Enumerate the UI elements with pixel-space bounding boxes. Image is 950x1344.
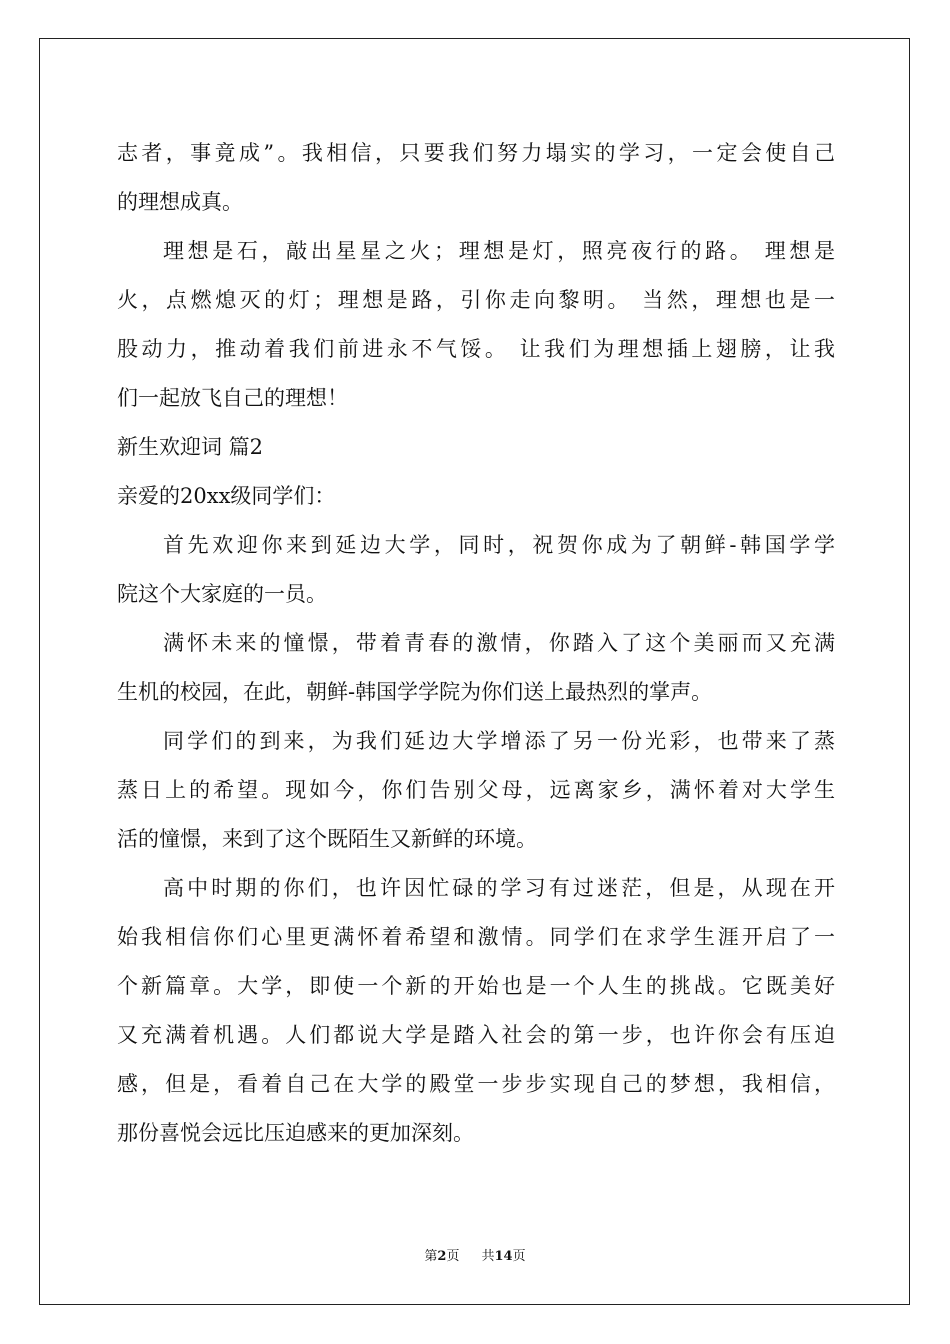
text-line: 同学们的到来，为我们延边大学增添了另一份光彩，也带来了蒸 bbox=[163, 729, 835, 753]
text-line: 又充满着机遇。人们都说大学是踏入社会的第一步，也许你会有压迫 bbox=[117, 1023, 835, 1047]
total-prefix: 共 bbox=[481, 1249, 495, 1264]
text-line: 院这个大家庭的一员。 bbox=[117, 582, 327, 606]
text-line: 火，点燃熄灭的灯；理想是路，引你走向黎明。 当然，理想也是一 bbox=[117, 288, 835, 312]
text-line: 感，但是，看着自己在大学的殿堂一步步实现自己的梦想，我相信， bbox=[117, 1072, 835, 1096]
page-footer bbox=[0, 1245, 950, 1264]
total-suffix: 页 bbox=[512, 1249, 526, 1264]
text-line: 生机的校园，在此，朝鲜-韩国学学院为你们送上最热烈的掌声。 bbox=[117, 680, 713, 704]
text-line: 满怀未来的憧憬，带着青春的激情，你踏入了这个美丽而又充满 bbox=[163, 631, 835, 655]
document-body bbox=[117, 129, 835, 1158]
page-suffix: 页 bbox=[446, 1249, 460, 1264]
text-line: 理想是石，敲出星星之火；理想是灯，照亮夜行的路。 理想是 bbox=[163, 239, 835, 263]
text-line: 新生欢迎词 篇2 bbox=[117, 435, 264, 459]
total-pages: 14 bbox=[494, 1249, 513, 1264]
text-line: 蒸日上的希望。现如今，你们告别父母，远离家乡，满怀着对大学生 bbox=[117, 778, 835, 802]
page-number: 2 bbox=[437, 1249, 447, 1264]
text-line: 志者，事竟成”。我相信，只要我们努力塌实的学习，一定会使自己 bbox=[117, 141, 835, 165]
text-line: 的理想成真。 bbox=[117, 190, 243, 214]
text-line: 那份喜悦会远比压迫感来的更加深刻。 bbox=[117, 1121, 474, 1145]
page-prefix: 第 bbox=[424, 1249, 438, 1264]
text-line: 股动力，推动着我们前进永不气馁。 让我们为理想插上翅膀，让我 bbox=[117, 337, 835, 361]
text-line: 个新篇章。大学，即使一个新的开始也是一个人生的挑战。它既美好 bbox=[117, 974, 835, 998]
text-line: 首先欢迎你来到延边大学，同时，祝贺你成为了朝鲜-韩国学学 bbox=[163, 533, 835, 557]
text-line: 高中时期的你们，也许因忙碌的学习有过迷茫，但是，从现在开 bbox=[163, 876, 835, 900]
text-line: 们一起放飞自己的理想！ bbox=[117, 386, 348, 410]
text-line: 亲爱的20xx级同学们： bbox=[117, 484, 336, 508]
text-line: 活的憧憬，来到了这个既陌生又新鲜的环境。 bbox=[117, 827, 537, 851]
text-line: 始我相信你们心里更满怀着希望和激情。同学们在求学生涯开启了一 bbox=[117, 925, 835, 949]
